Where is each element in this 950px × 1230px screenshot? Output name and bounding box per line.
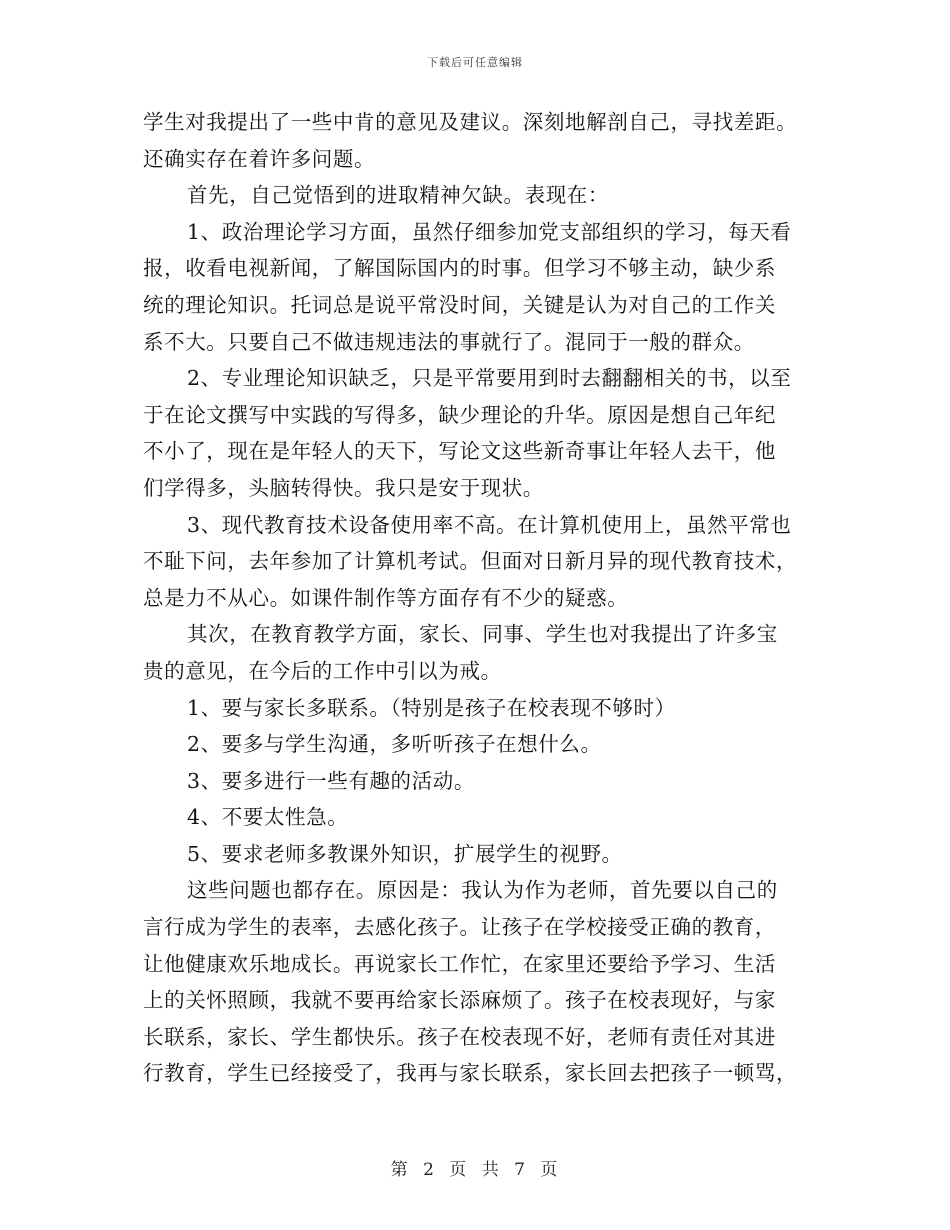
document-body <box>143 104 808 1092</box>
text-line: 长联系，家长、学生都快乐。孩子在校表现不好，老师有责任对其进 <box>143 1024 776 1049</box>
text-line: 3、现代教育技术设备使用率不高。在计算机使用上，虽然平常也 <box>187 512 792 537</box>
text-line: 总是力不从心。如课件制作等方面存有不少的疑惑。 <box>143 585 629 610</box>
text-line: 让他健康欢乐地成长。再说家长工作忙，在家里还要给予学习、生活 <box>143 951 776 976</box>
text-line: 4、不要太性急。 <box>187 805 349 830</box>
text-line: 还确实存在着许多问题。 <box>143 146 376 171</box>
page-header: 下载后可任意编辑 <box>427 56 523 69</box>
text-line: 5、要求老师多教课外知识，扩展学生的视野。 <box>187 841 623 866</box>
text-line: 不小了，现在是年轻人的天下，写论文这些新奇事让年轻人去干，他 <box>143 439 776 464</box>
text-line: 行教育，学生已经接受了，我再与家长联系，家长回去把孩子一顿骂， <box>143 1061 798 1086</box>
text-line: 首先，自己觉悟到的进取精神欠缺。表现在： <box>187 183 609 208</box>
text-line: 于在论文撰写中实践的写得多，缺少理论的升华。原因是想自己年纪 <box>143 402 776 427</box>
text-line: 这些问题也都存在。原因是：我认为作为老师，首先要以自己的 <box>187 878 778 903</box>
text-line: 3、要多进行一些有趣的活动。 <box>187 768 475 793</box>
text-line: 1、要与家长多联系。（特别是孩子在校表现不够时） <box>187 695 676 720</box>
text-line: 系不大。只要自己不做违规违法的事就行了。混同于一般的群众。 <box>143 329 755 354</box>
text-line: 贵的意见，在今后的工作中引以为戒。 <box>143 658 502 683</box>
text-line: 1、政治理论学习方面，虽然仔细参加党支部组织的学习，每天看 <box>187 219 792 244</box>
text-line: 2、专业理论知识缺乏，只是平常要用到时去翻翻相关的书，以至 <box>187 366 792 391</box>
text-line: 报，收看电视新闻，了解国际国内的时事。但学习不够主动，缺少系 <box>143 256 776 281</box>
text-line: 上的关怀照顾，我就不要再给家长添麻烦了。孩子在校表现好，与家 <box>143 988 776 1013</box>
text-line: 学生对我提出了一些中肯的意见及建议。深刻地解剖自己，寻找差距。 <box>143 110 798 134</box>
text-line: 2、要多与学生沟通，多听听孩子在想什么。 <box>187 732 602 757</box>
page-number-footer: 第 2 页 共 7 页 <box>390 1160 560 1180</box>
text-line: 不耻下问，去年参加了计算机考试。但面对日新月异的现代教育技术， <box>143 549 798 574</box>
text-line: 其次，在教育教学方面，家长、同事、学生也对我提出了许多宝 <box>187 622 778 647</box>
text-line: 们学得多，头脑转得快。我只是安于现状。 <box>143 475 544 500</box>
text-line: 言行成为学生的表率，去感化孩子。让孩子在学校接受正确的教育， <box>143 915 776 940</box>
text-line: 统的理论知识。托词总是说平常没时间，关键是认为对自己的工作关 <box>143 292 776 317</box>
